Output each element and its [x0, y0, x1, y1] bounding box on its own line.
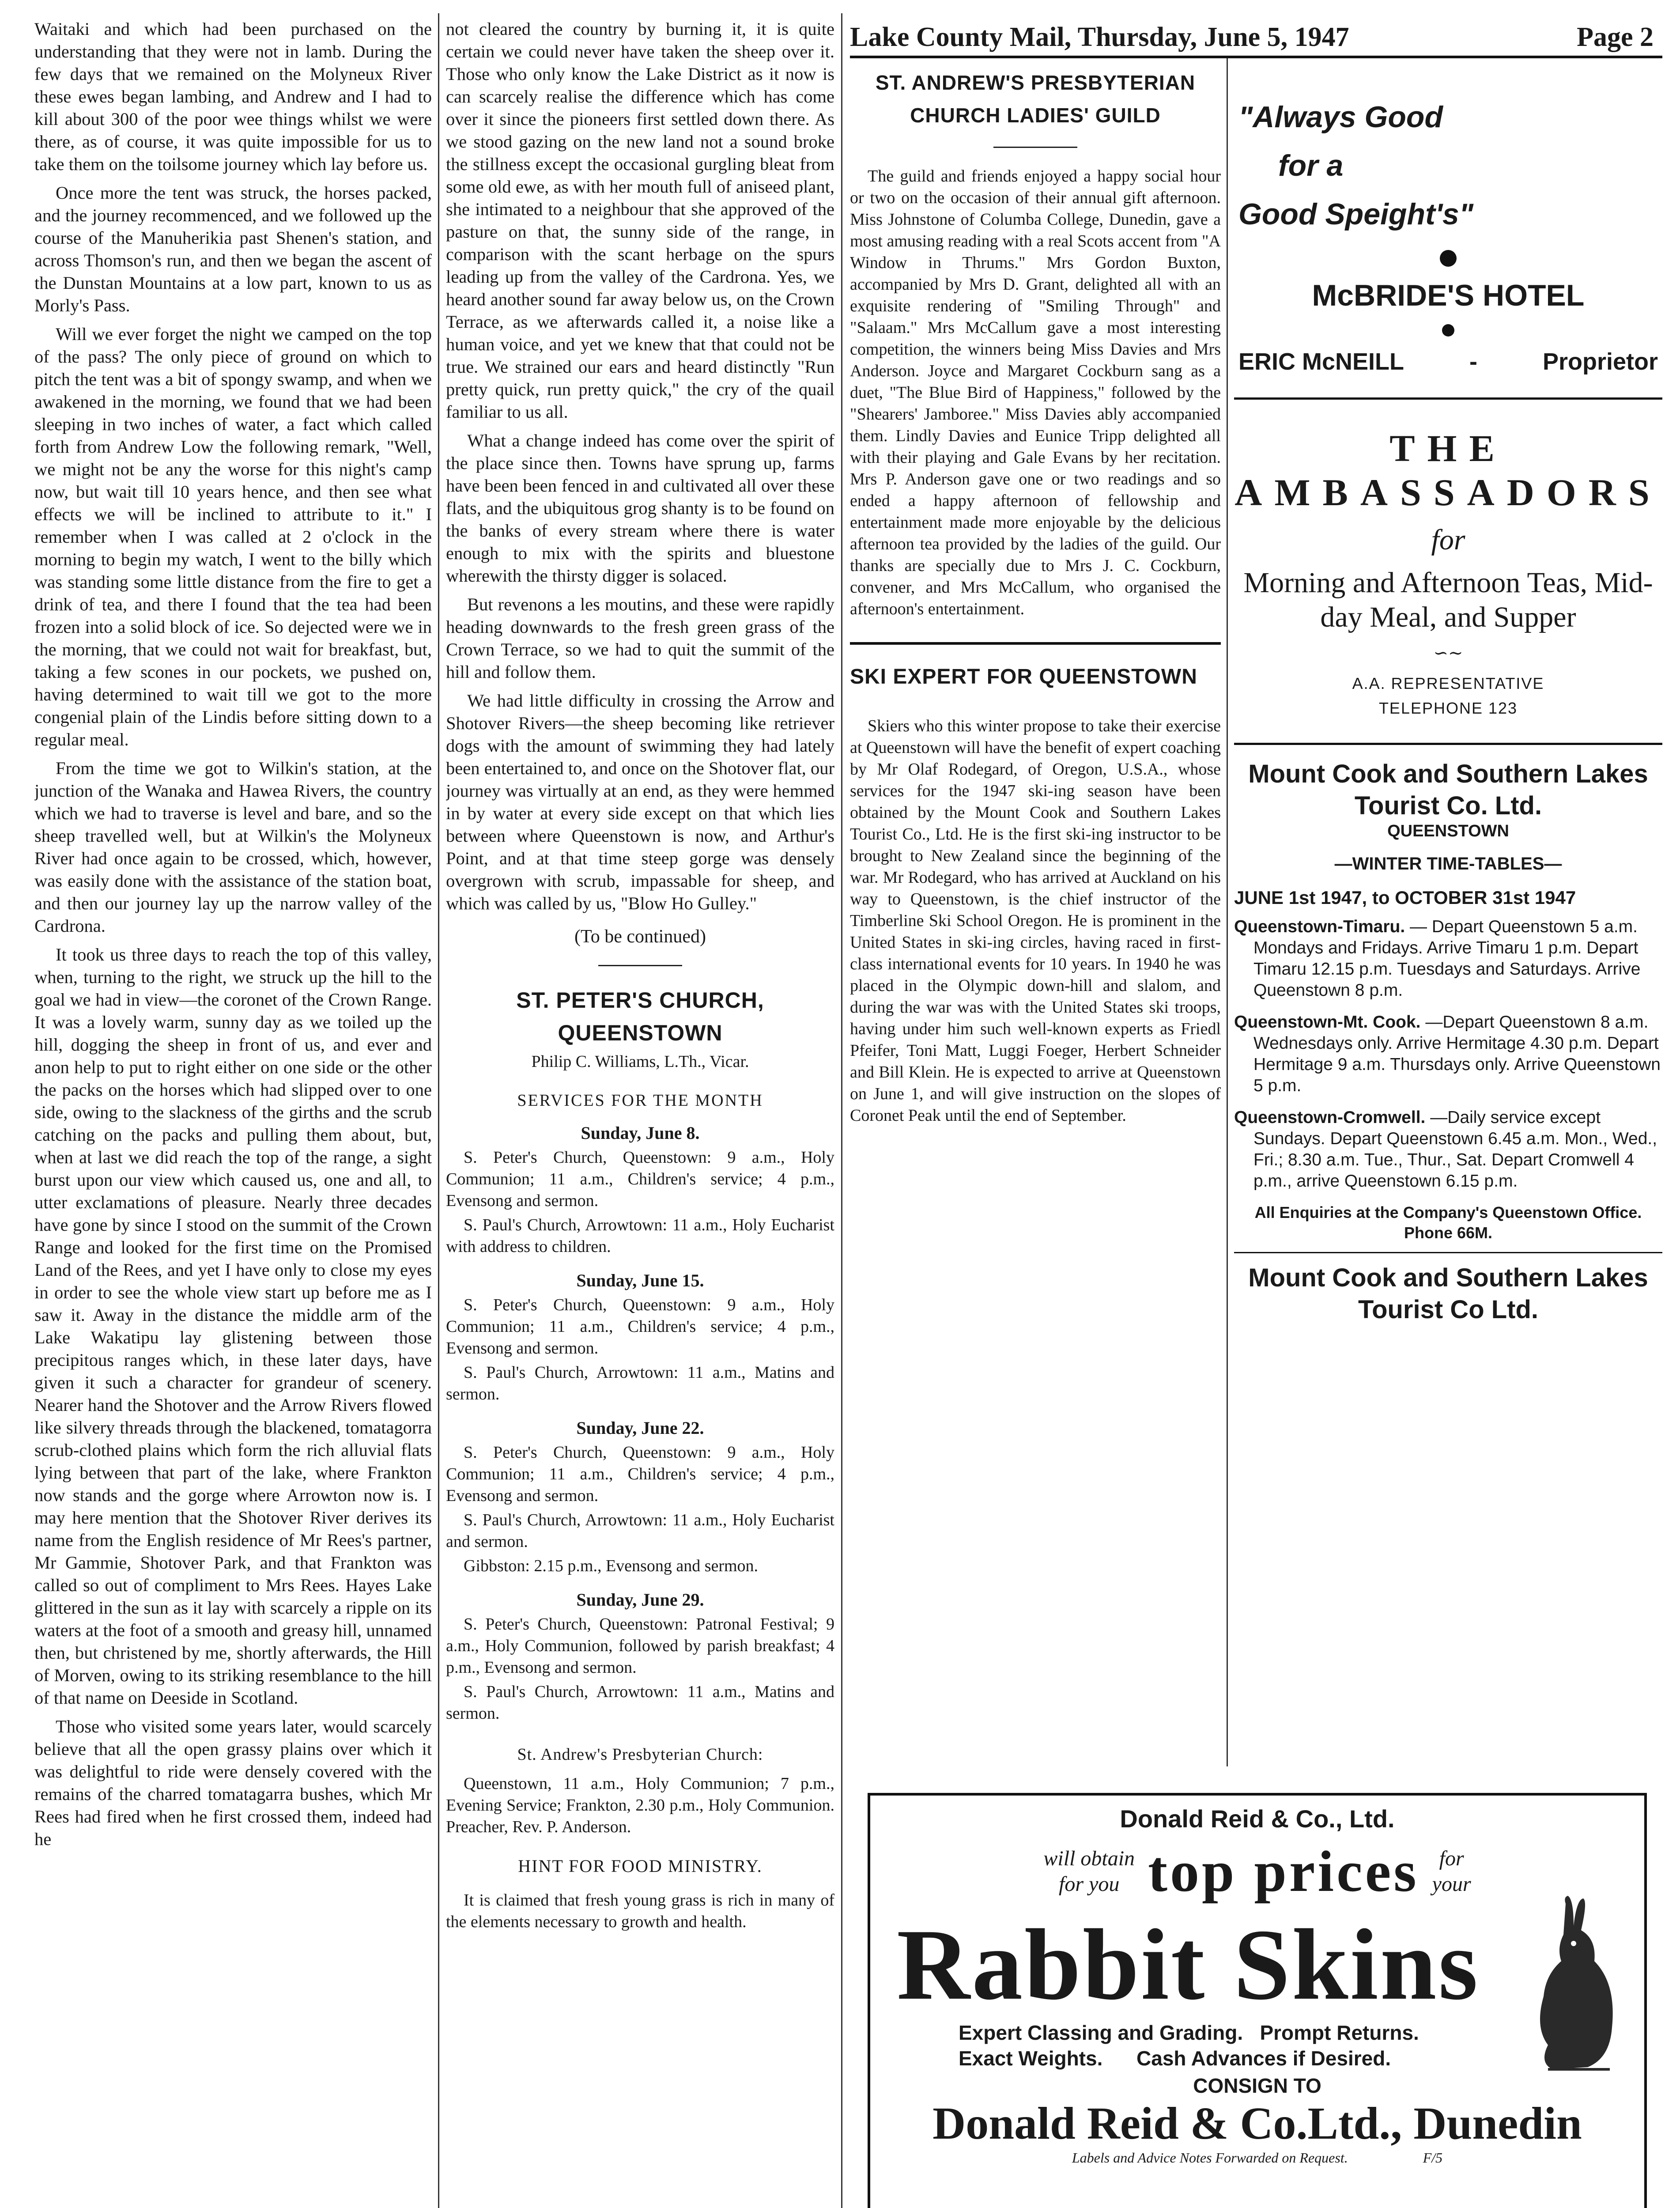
column-1-article	[34, 18, 432, 1856]
ambassadors-for: for	[1431, 524, 1465, 556]
service-line: S. Peter's Church, Queenstown: 9 a.m., Holy Communion; 11 a.m., Children's service; 4 p.m., Evensong and sermon.	[446, 1148, 834, 1210]
timetable-dates: JUNE 1st 1947, to OCTOBER 31st 1947	[1234, 887, 1576, 908]
route-name: Queenstown-Cromwell.	[1234, 1108, 1426, 1127]
article-paragraph: But revenons a les moutins, and these were rapidly heading downwards to the fresh green grass of the Crown Terrace, so we had to quit the summit of the hill and follow them.	[446, 594, 834, 682]
article-paragraph: What a change indeed has come over the spirit of the place since then. Towns have sprung up, farms have been been fenced in and cultivated all over these flats, and the ubiquitous grog shanty is to be found on the banks of every stream where there is water enough to mix with the spirits and bluestone wherewith the thirsty digger is solaced.	[446, 431, 834, 586]
service-line: S. Peter's Church, Queenstown: Patronal Festival; 9 a.m., Holy Communion, followed by parish breakfast; 4 p.m., Evensong and sermon.	[446, 1615, 834, 1677]
top-prices-line	[888, 1837, 1627, 1905]
aa-representative: A.A. REPRESENTATIVE	[1352, 674, 1544, 692]
proprietor-name: ERIC McNEILL	[1238, 348, 1404, 375]
bullet-dot	[1442, 324, 1454, 336]
your-word: your	[1432, 1872, 1471, 1896]
ambassadors-ad	[1234, 426, 1662, 721]
service-line: S. Paul's Church, Arrowtown: 11 a.m., Holy Eucharist and sermon.	[446, 1511, 834, 1551]
ski-heading: SKI EXPERT FOR QUEENSTOWN	[850, 665, 1197, 688]
st-andrews-label: St. Andrew's Presbyterian Church:	[517, 1745, 763, 1764]
proprietor-dash: -	[1469, 348, 1477, 375]
proprietor-line	[1234, 348, 1662, 375]
service-line: Gibbston: 2.15 p.m., Evensong and sermon.	[464, 1557, 759, 1575]
route-text: —Depart Queenstown 8 a.m. Wednesdays only. Arrive Hermitage 4.30 p.m. Depart Hermitage 9 a.m. Thursdays only. Arrive Queenstown 5 p.m.	[1253, 1013, 1661, 1095]
hint-text: It is claimed that fresh young grass is rich in many of the elements necessary to growth and health.	[446, 1891, 834, 1931]
article-paragraph: Will we ever forget the night we camped on the top of the pass? The only piece of ground on which to pitch the tent was a bit of spongy swamp, and when we awakened in the morning, we found that we had been sleeping in two inches of water, a fact which called forth from Andrew Low the following remark, "Well, we might not be any the worse for this night's camp now, but wait till 10 years hence, and then see what effects we will be inclined to attribute to it." I remember when I was called at 2 o'clock in the morning to begin my watch, I went to the billy which was standing some little distance from the fire to get a drink of tea, and there I found that the tea had been frozen into a solid block of ice. So dejected were we in the morning, that we could not wait for breakfast, but, taking a few scones in our pockets, we pushed on, having determined to wait till we got to the more congenial plain of the Lindis before sitting down to a regular meal.	[34, 324, 432, 749]
column-3	[850, 66, 1221, 1129]
speight-line: for a	[1278, 149, 1344, 182]
rabbit-ad-company: Donald Reid & Co., Ltd.	[1120, 1805, 1395, 1833]
route-entry	[1234, 1012, 1662, 1096]
to-be-continued: (To be continued)	[574, 926, 706, 947]
rabbit-skins-ad	[868, 1793, 1647, 2208]
ornament-icon: ∽∼	[1433, 643, 1463, 663]
mount-cook-place: QUEENSTOWN	[1387, 822, 1509, 840]
services-heading: SERVICES FOR THE MONTH	[517, 1091, 763, 1110]
divider	[993, 147, 1077, 148]
enquiries-line: All Enquiries at the Company's Queenstown Office. Phone 66M.	[1254, 1203, 1642, 1242]
article-paragraph: Once more the tent was struck, the horses packed, and the journey recommenced, and we followed up the course of the Manuherikia past Shenen's station, and across Thomson's run, and then we began the ascent of the Dunstan Mountains at a low part, known to us as Morly's Pass.	[34, 183, 432, 315]
bullet-dot	[1440, 250, 1457, 267]
ad-code: F/5	[1423, 2150, 1443, 2166]
route-text: —Daily service except Sundays. Depart Queenstown 6.45 a.m. Mon., Wed., Fri.; 8.30 a.m. Tue., Thur., Sat. Depart Cromwell 4 p.m., arrive Queenstown 6.15 p.m.	[1253, 1108, 1657, 1191]
telephone: TELEPHONE 123	[1378, 699, 1518, 717]
for-you: for you	[1059, 1872, 1120, 1896]
article-paragraph: Waitaki and which had been purchased on the understanding that they were not in lamb. During the few days that we remained on the Molyneux River these ewes began lambing, and Andrew and I had to kill about 300 of the poor wee things whilst we were there, as of course, it was quite impossible for us to take them on the toilsome journey which lay before us.	[34, 19, 432, 174]
for-word: for	[1439, 1846, 1464, 1870]
for-your-group	[1432, 1846, 1471, 1897]
rabbit-icon	[1521, 1895, 1623, 2085]
service-line: S. Peter's Church, Queenstown: 9 a.m., Holy Communion; 11 a.m., Children's service; 4 p.m., Evensong and sermon.	[446, 1443, 834, 1505]
route-name: Queenstown-Mt. Cook.	[1234, 1013, 1421, 1032]
ambassadors-meals: Morning and Afternoon Teas, Mid-day Meal, and Supper	[1243, 567, 1653, 633]
speight-line: "Always Good	[1238, 100, 1443, 134]
column-rule-1	[438, 13, 439, 2208]
labels-note: Labels and Advice Notes Forwarded on Request.	[1072, 2150, 1348, 2166]
article-paragraph: From the time we got to Wilkin's station, at the junction of the Wanaka and Hawea Rivers, the country which we had to traverse is level and bare, and so the sheep travelled well, but at Wilkin's the Molyneux River had once again to be crossed, which, however, was easily done with the assistance of the station boat, and then our journey lay up the narrow valley of the Cardrona.	[34, 758, 432, 936]
column-rule-2	[841, 13, 842, 2208]
will-obtain: will obtain	[1043, 1846, 1135, 1870]
column-2	[446, 18, 834, 1936]
proprietor-title: Proprietor	[1542, 348, 1658, 375]
sunday-date: Sunday, June 29.	[576, 1590, 704, 1610]
speight-line: Good Speight's"	[1238, 197, 1473, 231]
article-paragraph: We had little difficulty in crossing the Arrow and Shotover Rivers—the sheep becoming like retriever dogs with the amount of swimming they had lately been entertained to, and once on the Shotover flat, our journey was virtually at an end, as they were hemmed in by water at every side except on that which lies between where Queenstown is now, and Arthur's Point, and at that time steep gorge was densely overgrown with scrub, impassable for sheep, and which was called by us, "Blow Ho Gulley."	[446, 691, 834, 913]
consign-to: CONSIGN TO	[1193, 2074, 1321, 2097]
mount-cook-title: Mount Cook and Southern Lakes Tourist Co. Ltd.	[1248, 760, 1648, 820]
masthead-title: Lake County Mail, Thursday, June 5, 1947	[850, 22, 1349, 52]
route-name: Queenstown-Timaru.	[1234, 917, 1405, 936]
divider	[598, 965, 682, 966]
service-line: S. Paul's Church, Arrowtown: 11 a.m., Holy Eucharist with address to children.	[446, 1216, 834, 1256]
sunday-date: Sunday, June 22.	[576, 1418, 704, 1438]
ad-divider	[1234, 1252, 1662, 1253]
service-line: S. Paul's Church, Arrowtown: 11 a.m., Matins and sermon.	[446, 1682, 834, 1723]
mount-cook-footer: Mount Cook and Southern Lakes Tourist Co Ltd.	[1248, 1263, 1648, 1324]
section-rule	[850, 642, 1221, 645]
route-entry	[1234, 1107, 1662, 1192]
ambassadors-title: THE AMBASSADORS	[1235, 427, 1662, 514]
article-paragraph: It took us three days to reach the top of this valley, when, turning to the right, we struck up the hill to the goal we had in view—the coronet of the Crown Range. It was a lovely warm, sunny day as we toiled up the hill, dogging the sheep in front of us, and ever and anon help to put to right either on one side or the other the packs on the horses which had slipped over to one side, owing to the slackness of the girths and the scrub catching on the packs and pulling them about, but, when at last we did reach the top of the range, a sight burst upon our view which caused us, one and all, to utter exclamations of pleasure. Nearly three decades have gone by since I stood on the summit of the Crown Range and looked for the first time on the Promised Land of the Rees, and yet I have only to close my eyes in order to see the whole view start up before me as I saw it. Away in the distance the middle arm of the Lake Wakatipu lay glistening between those precipitous ranges which, in these later days, have given it such a character for grandeur of scenery. Nearer hand the Shotover and the Arrow Rivers flowed like silvery threads through the blackened, tomatagorra scrub-clothed plains which form the rich alluvial flats lying between that part of the lake, where Frankton now stands and the gorge where Arrowton now is. I may here mention that the Shotover River derives its name from the English residence of Mr Rees's partner, Mr Gammie, Shotover Park, and that Frankton was called so out of compliment to Mrs Rees. Hayes Lake glittered in the sun as it lay with scarcely a ripple on its waters at the foot of a smooth and greasy hill, unnamed then, but christened by me, shortly afterwards, the Hill of Morven, owing to its striking resemblance to the hill of that name on Deeside in Scotland.	[34, 945, 432, 1708]
mount-cook-ad	[1234, 758, 1662, 1326]
dunedin-company: Donald Reid & Co.Ltd., Dunedin	[932, 2098, 1582, 2149]
will-obtain-group	[1043, 1846, 1135, 1897]
column-4-ads	[1234, 93, 1662, 1326]
hint-heading: HINT FOR FOOD MINISTRY.	[518, 1856, 763, 1876]
column-rule-3	[1227, 57, 1228, 1766]
rabbit-ad-line: Expert Classing and Grading. Prompt Returns.	[959, 2021, 1419, 2044]
ad-divider	[1234, 397, 1662, 400]
top-prices: top prices	[1148, 1839, 1419, 1904]
speight-hotel-ad	[1234, 93, 1662, 375]
sunday-date: Sunday, June 15.	[576, 1270, 704, 1290]
page-number: Page 2	[1577, 22, 1654, 52]
article-paragraph: Those who visited some years later, would scarcely believe that all the open grassy plains over which it was delightful to ride were densely covered with the remains of the charred tomatagarra bushes, which Mr Rees had fired when he first crossed them, indeed had he	[34, 1716, 432, 1849]
rabbit-skins-title: Rabbit Skins	[897, 1908, 1480, 2021]
masthead	[850, 18, 1662, 58]
winter-timetables: —WINTER TIME-TABLES—	[1334, 854, 1562, 873]
hotel-name: McBRIDE'S HOTEL	[1312, 279, 1585, 312]
service-line: S. Paul's Church, Arrowtown: 11 a.m., Matins and sermon.	[446, 1363, 834, 1403]
guild-text: The guild and friends enjoyed a happy social hour or two on the occasion of their annual gift afternoon. Miss Johnstone of Columba College, Dunedin, gave a most amusing reading with a real Scots accent from "A Window in Thrums." Mrs Gordon Buxton, accompanied by Mrs D. Grant, delighted all with an exquisite rendering of "Smiling Through" and "Salaam." Mrs McCallum gave a most interesting competition, the winners being Miss Davies and Mrs Anderson. Joyce and Margaret Cockburn sang as a duet, "The Blue Bird of Happiness," followed by the "Shearers' Jamboree." Miss Davies ably accompanied them. Lindly Davies and Eunice Tripp delighted all with their playing and Gale Evans by her recitation. Mrs P. Anderson gave one or two readings and so ended a happy afternoon of fellowship and entertainment made more enjoyable by the delicious afternoon tea provided by the ladies of the guild. Our thanks are specially due to Mrs J. C. Cockburn, convener, and Mrs McCallum, who organised the afternoon's entertainment.	[850, 167, 1221, 618]
guild-heading: ST. ANDREW'S PRESBYTERIAN CHURCH LADIES' GUILD	[875, 71, 1196, 127]
vicar-line: Philip C. Williams, L.Th., Vicar.	[531, 1052, 749, 1071]
sunday-date: Sunday, June 8.	[581, 1123, 700, 1143]
church-heading: ST. PETER'S CHURCH, QUEENSTOWN	[516, 988, 764, 1045]
article-paragraph: not cleared the country by burning it, it is quite certain we could never have taken the sheep over it. Those who only know the Lake District as it now is can scarcely realise the difference which has come over it since the pioneers first settled down there. As we stood gazing on the new land not a sound broke the stillness except the occasional gurgling bleat from some old ewe, as with her mouth full of aniseed plant, she intimated to a neighbour that she approved of the pasture on that, the sunny side of the range, in comparison with the scant herbage on the spurs leading up from the valley of the Cardrona. Yes, we heard another sound far away below us, on the Crown Terrace, as we afterwards called it, a noise like a human voice, and yet we knew that that could not be true. We strained our ears and heard distinctly "Run pretty quick, run pretty quick," the cry of the quail familiar to us all.	[446, 19, 834, 422]
rabbit-ad-line: Exact Weights. Cash Advances if Desired.	[959, 2047, 1391, 2070]
st-andrews-services: Queenstown, 11 a.m., Holy Communion; 7 p.m., Evening Service; Frankton, 2.30 p.m., Holy Communion. Preacher, Rev. P. Anderson.	[446, 1774, 834, 1836]
ad-divider	[1234, 743, 1662, 745]
route-text: — Depart Queenstown 5 a.m. Mondays and Fridays. Arrive Timaru 1 p.m. Depart Timaru 12.15 p.m. Tuesdays and Saturdays. Arrive Queenstown 8 p.m.	[1253, 917, 1641, 1000]
ski-text: Skiers who this winter propose to take their exercise at Queenstown will have the benefit of expert coaching by Mr Olaf Rodegard, of Oregon, U.S.A., whose services for the 1947 ski-ing season have been obtained by the Mount Cook and Southern Lakes Tourist Co., Ltd. He is the first ski-ing instructor to be brought to New Zealand since the beginning of the war. Mr Rodegard, who has arrived at Auckland on his way to Queenstown, is the chief instructor of the Timberline Ski School Oregon. He is prominent in the United States in ski-ing circles, having raced in first-class international events for 10 years. In 1940 he was placed in the Olympic down-hill and slalom, and during the war was with the United States ski troops, having under him such well-known experts as Friedl Pfeifer, Toni Matt, Luggi Foeger, Herbert Schneider and Bill Klein. He is expected to arrive at Queenstown on June 1, and will give instruction on the slopes of Coronet Peak until the end of September.	[850, 717, 1221, 1125]
route-entry	[1234, 916, 1662, 1001]
rabbit-ad-footer	[888, 2150, 1627, 2166]
service-line: S. Peter's Church, Queenstown: 9 a.m., Holy Communion; 11 a.m., Children's service; 4 p.m., Evensong and sermon.	[446, 1296, 834, 1357]
